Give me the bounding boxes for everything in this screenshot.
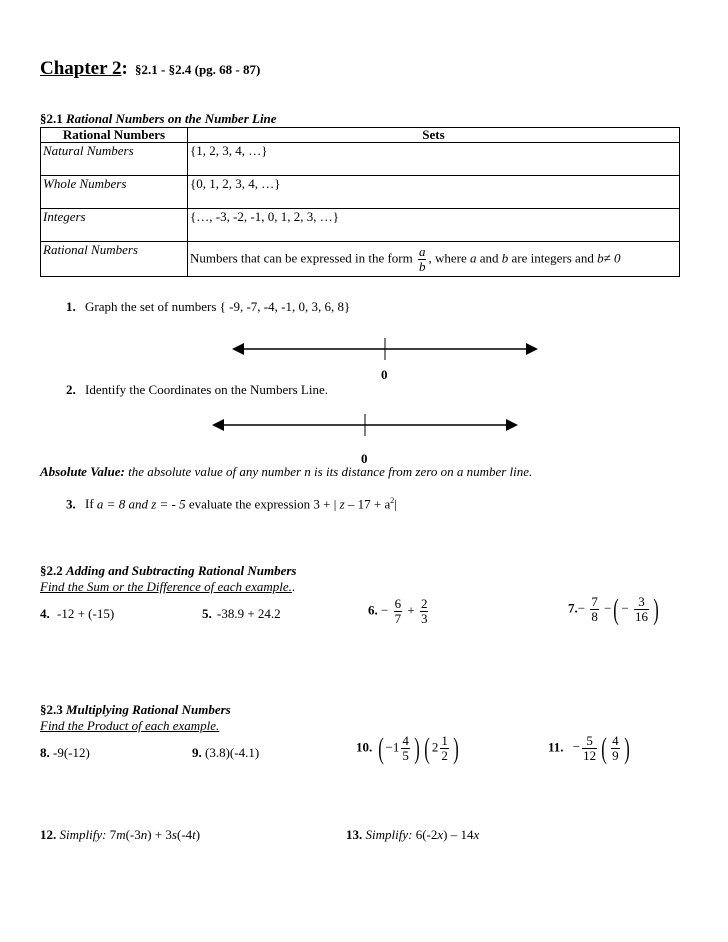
fraction: $\frac{6}{7}$ <box>394 596 402 626</box>
set-value: {…, -3, -2, -1, 0, 1, 2, 3, …} <box>188 209 680 242</box>
problem-4 <box>40 606 114 622</box>
table-row <box>41 143 680 176</box>
left-arrow-icon <box>212 419 224 431</box>
number-line-1 <box>232 338 538 360</box>
zero-label: 0 <box>361 451 368 466</box>
set-value: {0, 1, 2, 3, 4, …} <box>188 176 680 209</box>
question-number: 3. <box>66 496 76 512</box>
section-number: §2.1 <box>40 111 63 126</box>
problem-number: 9. <box>192 745 202 760</box>
problem-5 <box>202 606 281 622</box>
question-2 <box>66 382 328 398</box>
section-title: Rational Numbers on the Number Line <box>66 111 277 126</box>
fraction: $\frac{4}{5}$ <box>402 733 409 763</box>
problem-number: 5. <box>202 606 212 621</box>
problem-11: 11. − $\frac{5}{12}$ ( $\frac{4}{9}$ ) <box>548 731 630 765</box>
problem-7: 7.− $\frac{7}{8}$ −( − $\frac{3}{16}$ ) <box>568 592 659 626</box>
table-row <box>41 176 680 209</box>
rational-def-text: Numbers that can be expressed in the form <box>190 249 413 265</box>
question-text: Graph the set of numbers { -9, -7, -4, -1, 0, 3, 6, 8} <box>85 299 351 314</box>
question-condition: a = 8 and z = - 5 <box>96 496 186 512</box>
problem-9 <box>192 745 259 761</box>
problem-expression: -9(-12) <box>53 745 90 760</box>
section-title: Multiplying Rational Numbers <box>66 702 231 717</box>
section-2-3-heading <box>40 702 231 718</box>
fraction: $\frac{3}{16}$ <box>635 594 649 624</box>
problem-number: 10. <box>356 739 373 755</box>
fraction: $\frac{4}{9}$ <box>612 733 619 763</box>
table-row <box>41 242 680 277</box>
section-2-2-instructions: Find the Sum or the Difference of each example.. <box>40 579 296 594</box>
question-text: Identify the Coordinates on the Numbers Line. <box>85 382 328 397</box>
section-number: §2.2 <box>40 563 63 578</box>
chapter-colon: : <box>121 58 128 79</box>
fraction: $\frac{7}{8}$ <box>591 594 598 624</box>
col-header-sets: Sets <box>188 128 680 143</box>
left-arrow-icon <box>232 343 244 355</box>
definition-label: Absolute Value: <box>40 464 125 479</box>
right-arrow-icon <box>506 419 518 431</box>
sets-table <box>40 127 680 277</box>
section-2-1-heading <box>40 111 277 127</box>
chapter-header <box>40 58 260 80</box>
problem-label: Simplify: <box>59 827 107 842</box>
set-value: Numbers that can be expressed in the form $\frac{a}{b}$ , where a and b are integers and b≠ 0 <box>188 242 680 277</box>
table-row <box>41 209 680 242</box>
problem-8 <box>40 745 90 761</box>
set-name: Integers <box>41 209 188 242</box>
problem-number: 6. <box>368 602 378 618</box>
question-3: 3. If a = 8 and z = - 5 evaluate the expression 3 + | $z - 17 + a^2|$ <box>66 496 397 512</box>
section-number: §2.3 <box>40 702 63 717</box>
chapter-title: Chapter 2 <box>40 58 122 79</box>
problem-number: 13. <box>346 827 363 842</box>
question-number: 1. <box>66 299 76 314</box>
problem-6: 6. − $\frac{6}{7}$ + $\frac{2}{3}$ <box>368 596 428 626</box>
problem-number: 12. <box>40 827 57 842</box>
set-name: Natural Numbers <box>41 143 188 176</box>
problem-label: Simplify: <box>365 827 413 842</box>
problem-12: 12. Simplify: 7m(-3n) + 3s(-4t) <box>40 827 201 842</box>
right-arrow-icon <box>526 343 538 355</box>
question-1 <box>66 299 350 315</box>
problem-number: 7. <box>568 600 578 616</box>
col-header-rational: Rational Numbers <box>41 128 188 143</box>
question-number: 2. <box>66 382 76 397</box>
problem-expression: (3.8)(-4.1) <box>205 745 260 760</box>
set-value: {1, 2, 3, 4, …} <box>188 143 680 176</box>
fraction: $\frac{5}{12}$ <box>583 733 597 763</box>
fraction: $\frac{2}{3}$ <box>420 596 428 626</box>
absolute-value-definition <box>40 464 532 480</box>
table-header-row <box>41 128 680 143</box>
section-title: Adding and Subtracting Rational Numbers <box>66 563 297 578</box>
chapter-sections: §2.1 - §2.4 (pg. 68 - 87) <box>135 62 261 77</box>
problem-number: 11. <box>548 739 564 755</box>
zero-label: 0 <box>381 367 388 382</box>
number-line-2 <box>212 414 518 436</box>
section-2-2-heading <box>40 563 296 579</box>
problem-13: 13. Simplify: 6(-2x) – 14x <box>346 827 480 842</box>
problem-number: 8. <box>40 745 50 760</box>
problem-10: 10. ( −1 $\frac{4}{5}$ ) ( 2 $\frac{1}{2}$ ) <box>356 731 459 765</box>
problem-number: 4. <box>40 606 50 621</box>
definition-text: the absolute value of any number n is its distance from zero on a number line. <box>128 464 533 479</box>
problem-expression: -12 + (-15) <box>57 606 115 621</box>
fraction-a-over-b: $\frac{a}{b}$ <box>418 243 426 274</box>
set-name: Rational Numbers <box>41 242 188 277</box>
problem-expression: -38.9 + 24.2 <box>217 606 281 621</box>
fraction: $\frac{1}{2}$ <box>441 733 448 763</box>
set-name: Whole Numbers <box>41 176 188 209</box>
section-2-3-instructions: Find the Product of each example. <box>40 718 220 733</box>
